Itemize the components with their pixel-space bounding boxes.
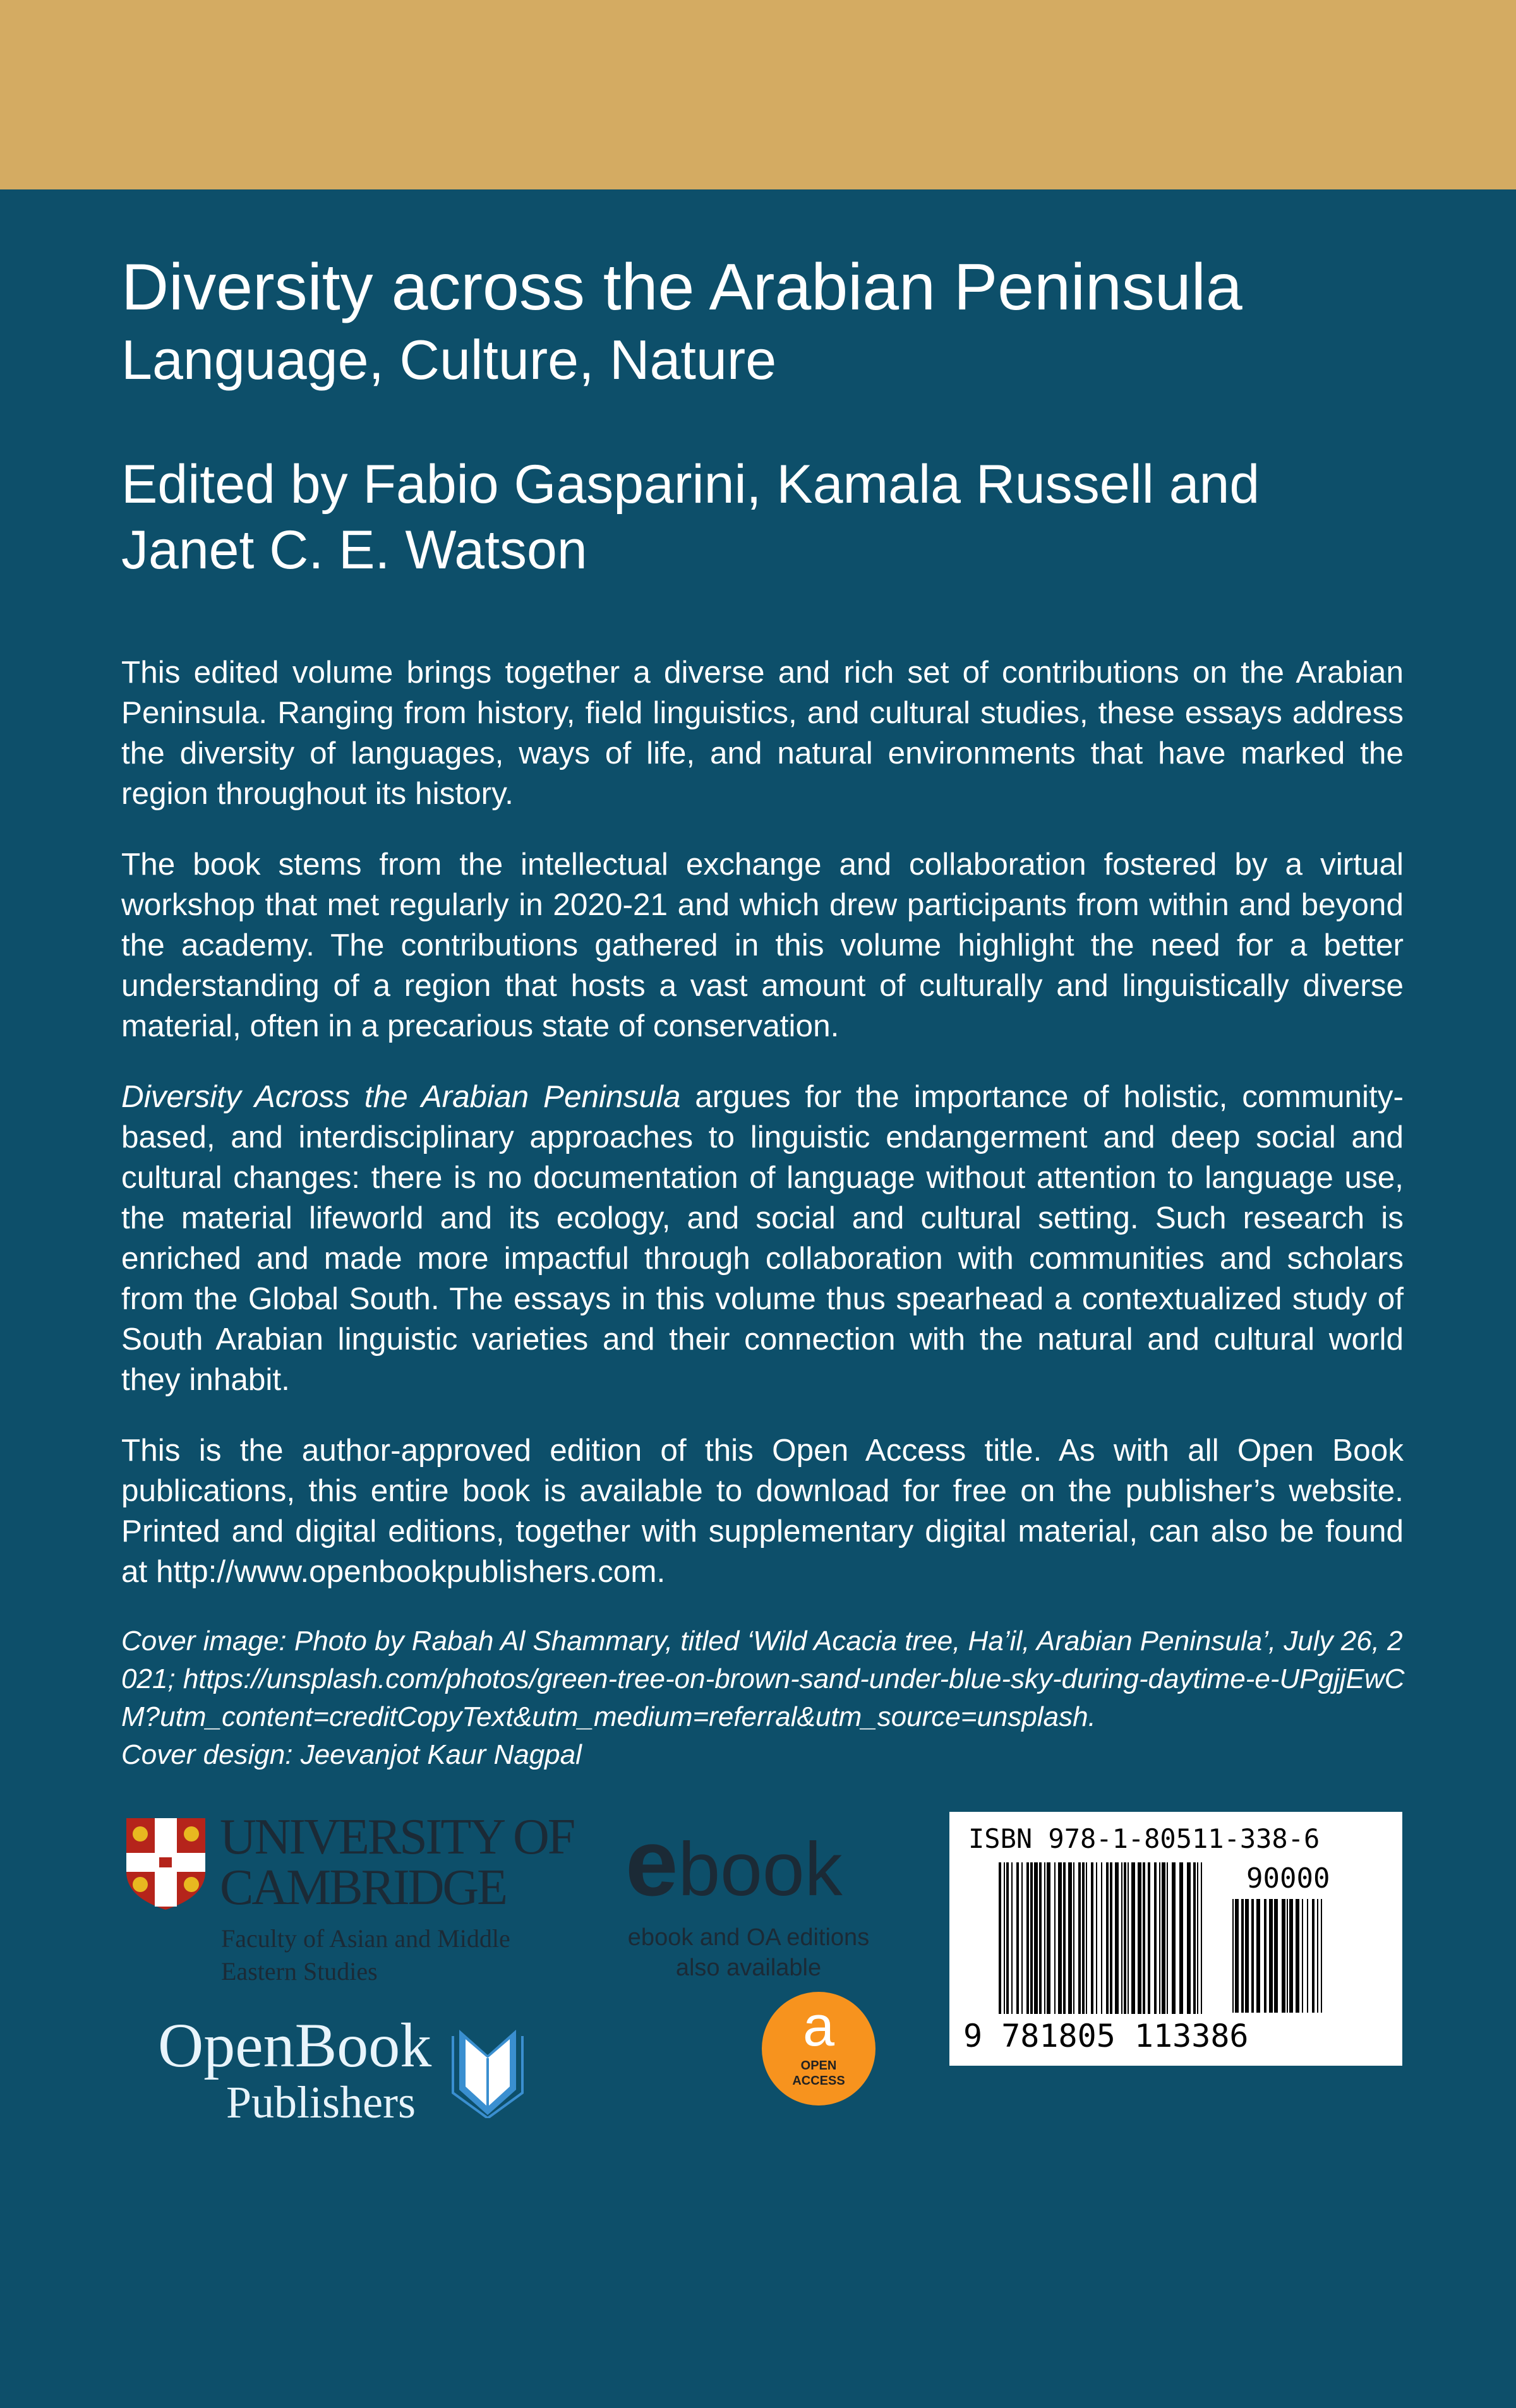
barcode-bar [1256,1899,1260,2013]
oa-label1: OPEN [800,2059,837,2073]
barcode-bars [999,1862,1207,2014]
barcode-bar [1047,1862,1050,2014]
barcode-bar [1054,1862,1056,2014]
cambridge-wordmark [220,1809,574,1915]
barcode-bar [1026,1862,1029,2014]
ebook-caption [616,1922,881,1983]
barcode-bar [1128,1862,1129,2014]
barcode-bar [1073,1862,1074,2014]
barcode-bar [1106,1862,1109,2014]
book-title-italic: Diversity Across the Arabian Peninsula [121,1079,681,1114]
barcode-bar [1148,1862,1150,2014]
barcode-bar [1201,1862,1202,2014]
barcode-bar [1232,1899,1234,2013]
barcode-bar [1011,1862,1013,2014]
faculty-line2: Eastern Studies [221,1957,378,1986]
barcode-bar [1289,1899,1293,2013]
faculty-line1: Faculty of Asian and Middle [221,1924,510,1953]
ean-digits: 9 781805 113386 [963,2018,1249,2054]
barcode-bar [1302,1899,1303,2013]
isbn-text: ISBN 978-1-80511-338-6 [968,1823,1320,1854]
publisher-name: OpenBook [158,2010,432,2080]
cambridge-line1: UNIVERSITY OF [220,1809,574,1865]
open-book-icon [450,2030,526,2118]
logos-area [0,1809,1516,2128]
blurb-paragraph [121,1077,1404,1400]
barcode-bar [1274,1899,1278,2013]
cover-design-credit: Cover design: Jeevanjot Kaur Nagpal [121,1739,582,1770]
book-title: Diversity across the Arabian Peninsula [121,251,1242,324]
barcode-bar [1115,1862,1119,2014]
barcode-bar [1044,1862,1045,2014]
blurb [121,652,1404,1592]
barcode-bar [1063,1862,1066,2014]
top-color-band [0,0,1516,189]
barcode-bar [1138,1862,1141,2014]
barcode-bar [1030,1862,1033,2014]
barcode-bar [1321,1899,1322,2013]
barcode-bar [1167,1862,1168,2014]
barcode-bar [1269,1899,1273,2013]
barcode-bar [1235,1899,1239,2013]
barcode-bar [1287,1899,1288,2013]
faculty-name [221,1922,510,1988]
barcode-bar [1110,1862,1112,2014]
barcode-bar [999,1862,1001,2014]
barcode-bar [1193,1862,1196,2014]
price-code: 90000 [1246,1862,1330,1895]
barcode-bar [1264,1899,1266,2013]
cambridge-shield-icon [126,1818,205,1910]
cover-credits [121,1622,1407,1774]
barcode-bar [1091,1862,1093,2014]
barcode-bar [1187,1862,1191,2014]
oa-label2: ACCESS [792,2074,845,2088]
open-access-icon: a OPEN ACCESS [762,1992,875,2106]
barcode-bar [1154,1862,1157,2014]
barcode-bar [1197,1862,1198,2014]
barcode-bar [1039,1862,1042,2014]
blurb-text: argues for the importance of holistic, community-based, and interdisciplinary approaches to linguistic endangerment and deep social and cultural changes: there is no documentation of language without attention to language use, the material lifeworld and its ecology, and social and cultural setting. Such research is enriched and made more impactful through collaboration with communities and scholars from the Global South. The essays in this volume thus spearhead a contextualized study of South Arabian linguistic varieties and their connection with the natural and cultural world they inhabit. [121,1079,1404,1397]
barcode-bar [1143,1862,1145,2014]
barcode-bar [1124,1862,1126,2014]
isbn-barcode [949,1812,1402,2066]
cover-image-credit: Cover image: Photo by Rabah Al Shammary, titled ‘Wild Acacia tree, Ha’il, Arabian Peninsula’, July 26, 2021; https://unsplash.com/photos/green-tree-on-brown-sand-under-blue-sky-during-daytime-e-UPgjjEwCM?utm_content=creditCopyText&utm_medium=referral&utm_source=unsplash. [121,1626,1405,1732]
barcode-bar [1162,1862,1165,2014]
barcode-bar [1006,1862,1009,2014]
price-barcode-bars [1232,1899,1327,2013]
blurb-paragraph: This is the author-approved edition of this Open Access title. As with all Open Book publications, this entire book is available to download for free on the publisher’s website. Printed and digital editions, together with supplementary digital material, can also be found at http://www.openbookpublishers.com. [121,1433,1404,1589]
barcode-bar [1068,1862,1072,2014]
cambridge-line2: CAMBRIDGE [220,1860,507,1915]
barcode-bar [1004,1862,1005,2014]
editors: Edited by Fabio Gasparini, Kamala Russell and Janet C. E. Watson [121,454,1260,580]
barcode-bar [1121,1862,1122,2014]
blurb-paragraph: This edited volume brings together a diverse and rich set of contributions on the Arabian Peninsula. Ranging from history, field linguistics, and cultural studies, these essays address the diversity of languages, ways of life, and natural environments that have marked the region throughout its history. [121,655,1404,811]
ebook-book: book [678,1827,843,1912]
ebook-e: e [625,1809,678,1915]
barcode-bar [1312,1899,1314,2013]
barcode-bar [1251,1899,1254,2013]
barcode-bar [1096,1862,1097,2014]
barcode-bar [1016,1862,1019,2014]
barcode-bar [1317,1899,1318,2013]
blurb-paragraph: The book stems from the intellectual exchange and collaboration fostered by a virtual workshop that met regularly in 2020-21 and which drew participants from within and beyond the academy. The contributions gathered in this volume highlight the need for a better understanding of a region that hosts a vast amount of culturally and linguistically diverse material, often in a precarious state of conservation. [121,847,1404,1043]
barcode-bar [1179,1862,1183,2014]
barcode-bar [1058,1862,1062,2014]
barcode-bar [1034,1862,1038,2014]
barcode-bar [1086,1862,1087,2014]
book-subtitle: Language, Culture, Nature [121,328,777,391]
barcode-bar [1245,1899,1249,2013]
ebook-logo [625,1809,843,1915]
barcode-bar [1159,1862,1160,2014]
barcode-bar [1282,1899,1285,2013]
barcode-bar [1021,1862,1023,2014]
barcode-bar [1101,1862,1102,2014]
barcode-bar [1082,1862,1085,2014]
barcode-bar [1172,1862,1176,2014]
barcode-bar [1241,1899,1244,2013]
back-cover-content [121,249,1407,2128]
publisher-sub: Publishers [226,2077,416,2128]
barcode-bar [1078,1862,1081,2014]
barcode-bar [1296,1899,1299,2013]
barcode-bar [1131,1862,1135,2014]
barcode-bar [1307,1899,1308,2013]
ebook-caption-line1: ebook and OA editions [627,1924,870,1951]
ebook-caption-line2: also available [675,1955,822,1981]
